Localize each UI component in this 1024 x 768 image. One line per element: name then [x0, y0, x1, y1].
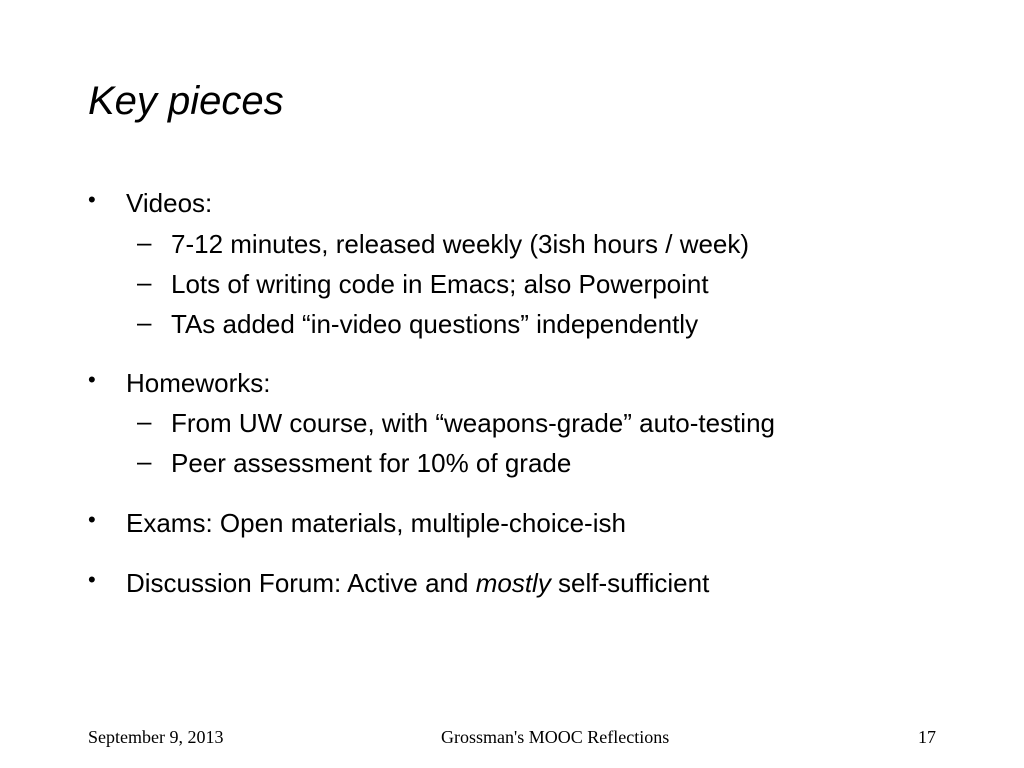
dash-icon: – [137, 227, 152, 257]
bullet-homeworks [88, 367, 271, 399]
sub-bullet [137, 267, 709, 300]
bullet-exams [88, 507, 626, 539]
bullet-text-rest: self-sufficient [550, 568, 710, 598]
sub-bullet-text: Peer assessment for 10% of grade [171, 448, 572, 478]
sub-bullet [137, 446, 572, 479]
sub-bullet-text: Lots of writing code in Emacs; also Powerpoint [171, 269, 709, 299]
dash-icon: – [137, 307, 152, 337]
bullet-text: Discussion Forum: Active and [126, 568, 476, 598]
dash-icon: – [137, 406, 152, 436]
bullet-discussion-forum [88, 567, 710, 599]
bullet-text: Videos: [126, 188, 213, 218]
sub-bullet-text: 7-12 minutes, released weekly (3ish hours / week) [171, 229, 750, 259]
sub-bullet [137, 307, 699, 340]
bullet-emphasis: mostly [475, 568, 551, 598]
slide-title: Key pieces [88, 79, 284, 123]
bullet-icon: • [88, 367, 96, 392]
bullet-icon: • [88, 567, 96, 592]
page-number: 17 [918, 727, 936, 747]
bullet-text: Homeworks: [126, 368, 271, 398]
dash-icon: – [137, 267, 152, 297]
footer-date: September 9, 2013 [88, 727, 224, 747]
sub-bullet [137, 227, 750, 260]
footer-title: Grossman's MOOC Reflections [441, 727, 670, 747]
dash-icon: – [137, 446, 152, 476]
sub-bullet-text: From UW course, with “weapons-grade” auto-testing [171, 408, 776, 438]
bullet-icon: • [88, 507, 96, 532]
bullet-videos [88, 187, 213, 219]
bullet-icon: • [88, 187, 96, 212]
bullet-text: Exams: Open materials, multiple-choice-ish [126, 508, 626, 538]
sub-bullet [137, 406, 776, 439]
sub-bullet-text: TAs added “in-video questions” independently [171, 309, 699, 339]
